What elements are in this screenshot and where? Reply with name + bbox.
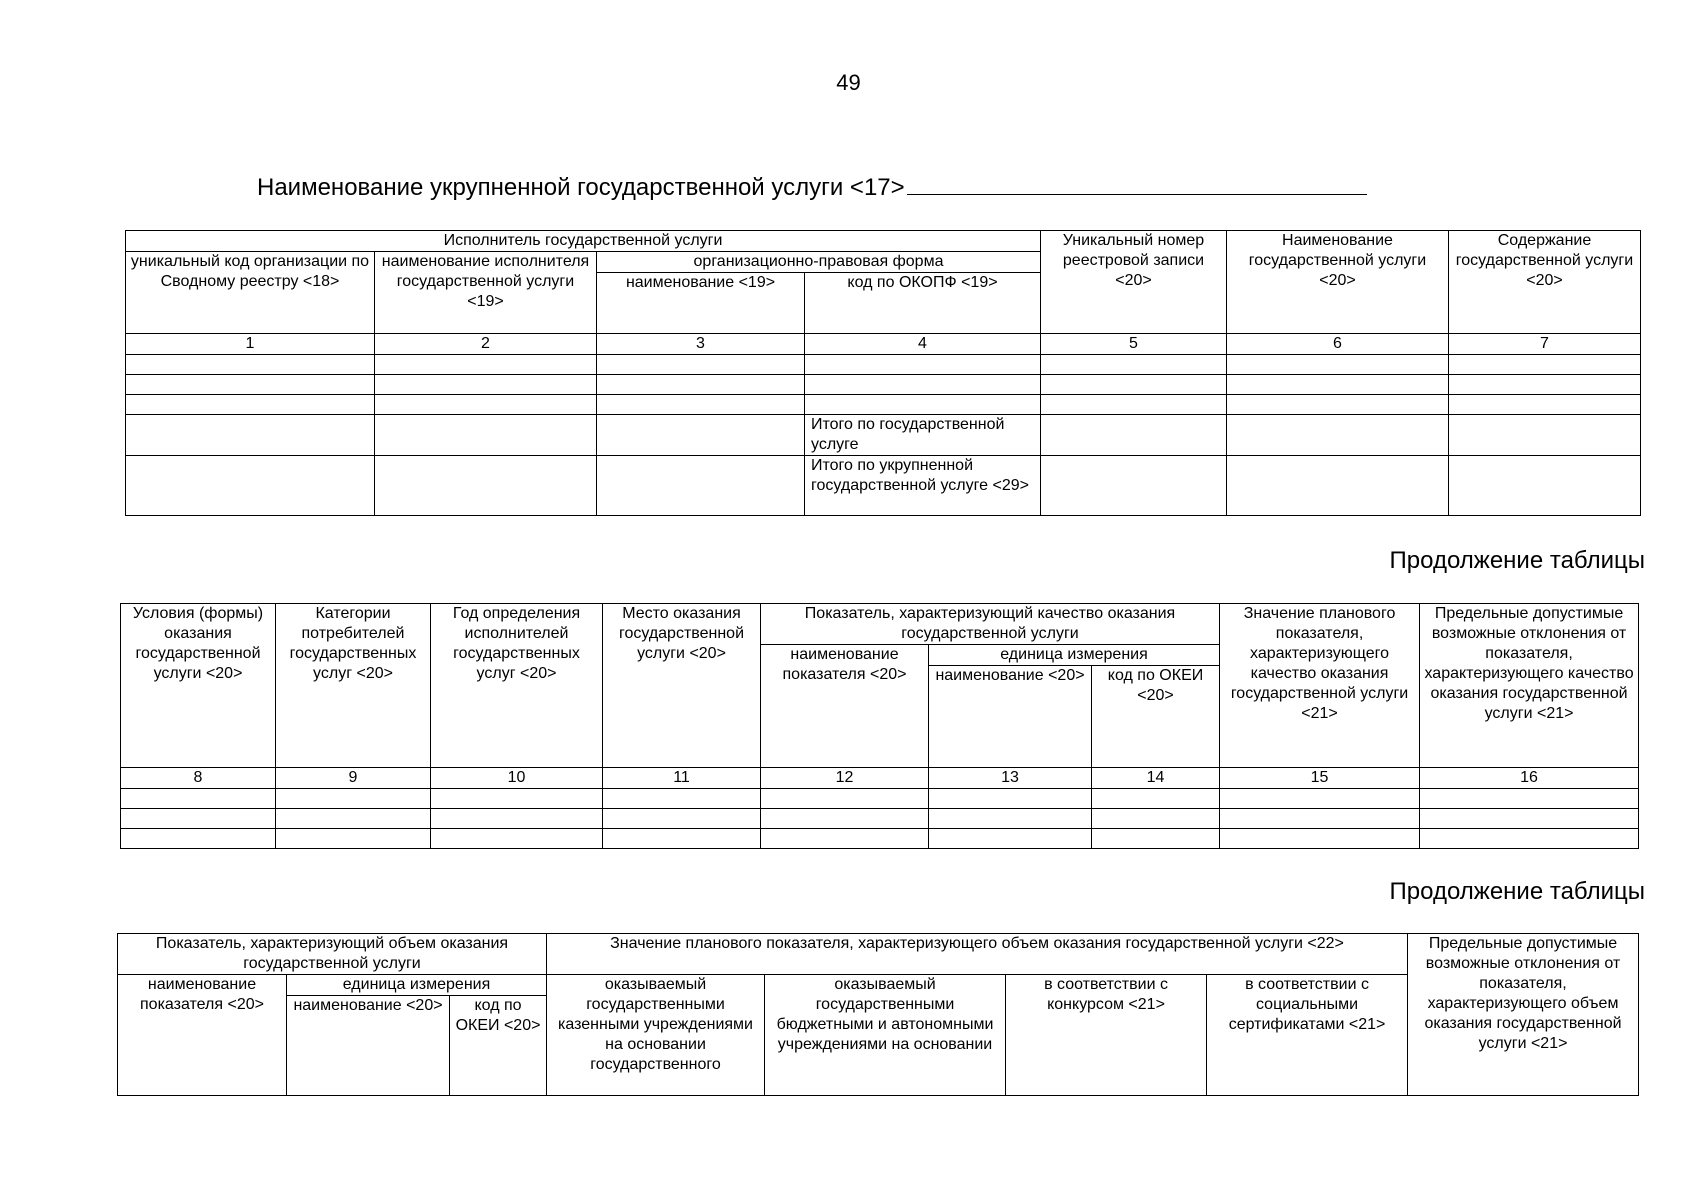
unit-header: единица измерения <box>287 975 547 996</box>
per-certificates-header: в соответствии с социальными сертификатами <21> <box>1207 975 1408 1096</box>
table-row <box>126 395 1641 415</box>
conditions-header: Условия (формы) оказания государственной услуги <20> <box>121 604 276 768</box>
column-number: 7 <box>1449 334 1641 355</box>
total-enlarged-row <box>126 456 1641 516</box>
continuation-label: Продолжение таблицы <box>1389 547 1645 574</box>
consumer-categories-header: Категории потребителей государственных услуг <20> <box>276 604 431 768</box>
column-number: 8 <box>121 768 276 789</box>
executor-name-header: наименование исполнителя государственной услуги <19> <box>375 252 597 334</box>
table-row <box>121 809 1639 829</box>
title-fill-line <box>907 174 1367 195</box>
year-determination-header: Год определения исполнителей государственных услуг <20> <box>431 604 603 768</box>
page-number: 49 <box>836 70 861 95</box>
column-number: 4 <box>805 334 1041 355</box>
unique-code-header: уникальный код организации по Сводному реестру <18> <box>126 252 375 334</box>
column-number: 5 <box>1041 334 1227 355</box>
unit-name-header: наименование <20> <box>287 996 450 1096</box>
column-number: 14 <box>1092 768 1220 789</box>
volume-table <box>117 933 1639 1096</box>
place-header: Место оказания государственной услуги <20> <box>603 604 761 768</box>
budget-autonomous-header: оказываемый государственными бюджетными и автономными учреждениями на основании <box>765 975 1006 1096</box>
state-owned-header: оказываемый государственными казенными учреждениями на основании государственного <box>547 975 765 1096</box>
column-number: 3 <box>597 334 805 355</box>
indicator-name-header: наименование показателя <20> <box>118 975 287 1096</box>
column-number: 10 <box>431 768 603 789</box>
column-number: 13 <box>929 768 1092 789</box>
title-text: Наименование укрупненной государственной услуги <17> <box>257 174 905 201</box>
volume-indicator-header: Показатель, характеризующий объем оказания государственной услуги <box>118 934 547 975</box>
legal-form-name-header: наименование <19> <box>597 273 805 334</box>
executor-table <box>125 230 1641 516</box>
total-service-row <box>126 415 1641 456</box>
registry-number-header: Уникальный номер реестровой записи <20> <box>1041 231 1227 334</box>
planned-value-header: Значение планового показателя, характеризующего объем оказания государственной услуги <22> <box>547 934 1408 975</box>
max-deviation-header: Предельные допустимые возможные отклонения от показателя, характеризующего объем оказания государственной услуги <21> <box>1408 934 1639 1096</box>
column-number: 9 <box>276 768 431 789</box>
okopf-code-header: код по ОКОПФ <19> <box>805 273 1041 334</box>
continuation-label: Продолжение таблицы <box>1389 878 1645 905</box>
page-title <box>257 174 1367 202</box>
legal-form-header: организационно-правовая форма <box>597 252 1041 273</box>
per-contest-header: в соответствии с конкурсом <21> <box>1006 975 1207 1096</box>
indicator-name-header: наименование показателя <20> <box>761 645 929 768</box>
okei-code-header: код по ОКЕИ <20> <box>1092 666 1220 768</box>
table-row <box>121 829 1639 849</box>
service-name-header: Наименование государственной услуги <20> <box>1227 231 1449 334</box>
column-number: 1 <box>126 334 375 355</box>
unit-header: единица измерения <box>929 645 1220 666</box>
quality-table <box>120 603 1639 849</box>
total-enlarged-label: Итого по укрупненной государственной услуге <29> <box>805 456 1041 516</box>
column-number: 16 <box>1420 768 1639 789</box>
okei-code-header: код по ОКЕИ <20> <box>450 996 547 1096</box>
max-deviation-header: Предельные допустимые возможные отклонения от показателя, характеризующего качество оказания государственной услуги <21> <box>1420 604 1639 768</box>
planned-value-header: Значение планового показателя, характеризующего качество оказания государственной услуги <21> <box>1220 604 1420 768</box>
table-row <box>126 375 1641 395</box>
column-number: 12 <box>761 768 929 789</box>
column-number: 2 <box>375 334 597 355</box>
executor-header: Исполнитель государственной услуги <box>126 231 1041 252</box>
quality-indicator-header: Показатель, характеризующий качество оказания государственной услуги <box>761 604 1220 645</box>
column-number: 6 <box>1227 334 1449 355</box>
table-row <box>121 789 1639 809</box>
total-service-label: Итого по государственной услуге <box>805 415 1041 456</box>
service-content-header: Содержание государственной услуги <20> <box>1449 231 1641 334</box>
table-row <box>126 355 1641 375</box>
column-number: 11 <box>603 768 761 789</box>
column-number: 15 <box>1220 768 1420 789</box>
unit-name-header: наименование <20> <box>929 666 1092 768</box>
